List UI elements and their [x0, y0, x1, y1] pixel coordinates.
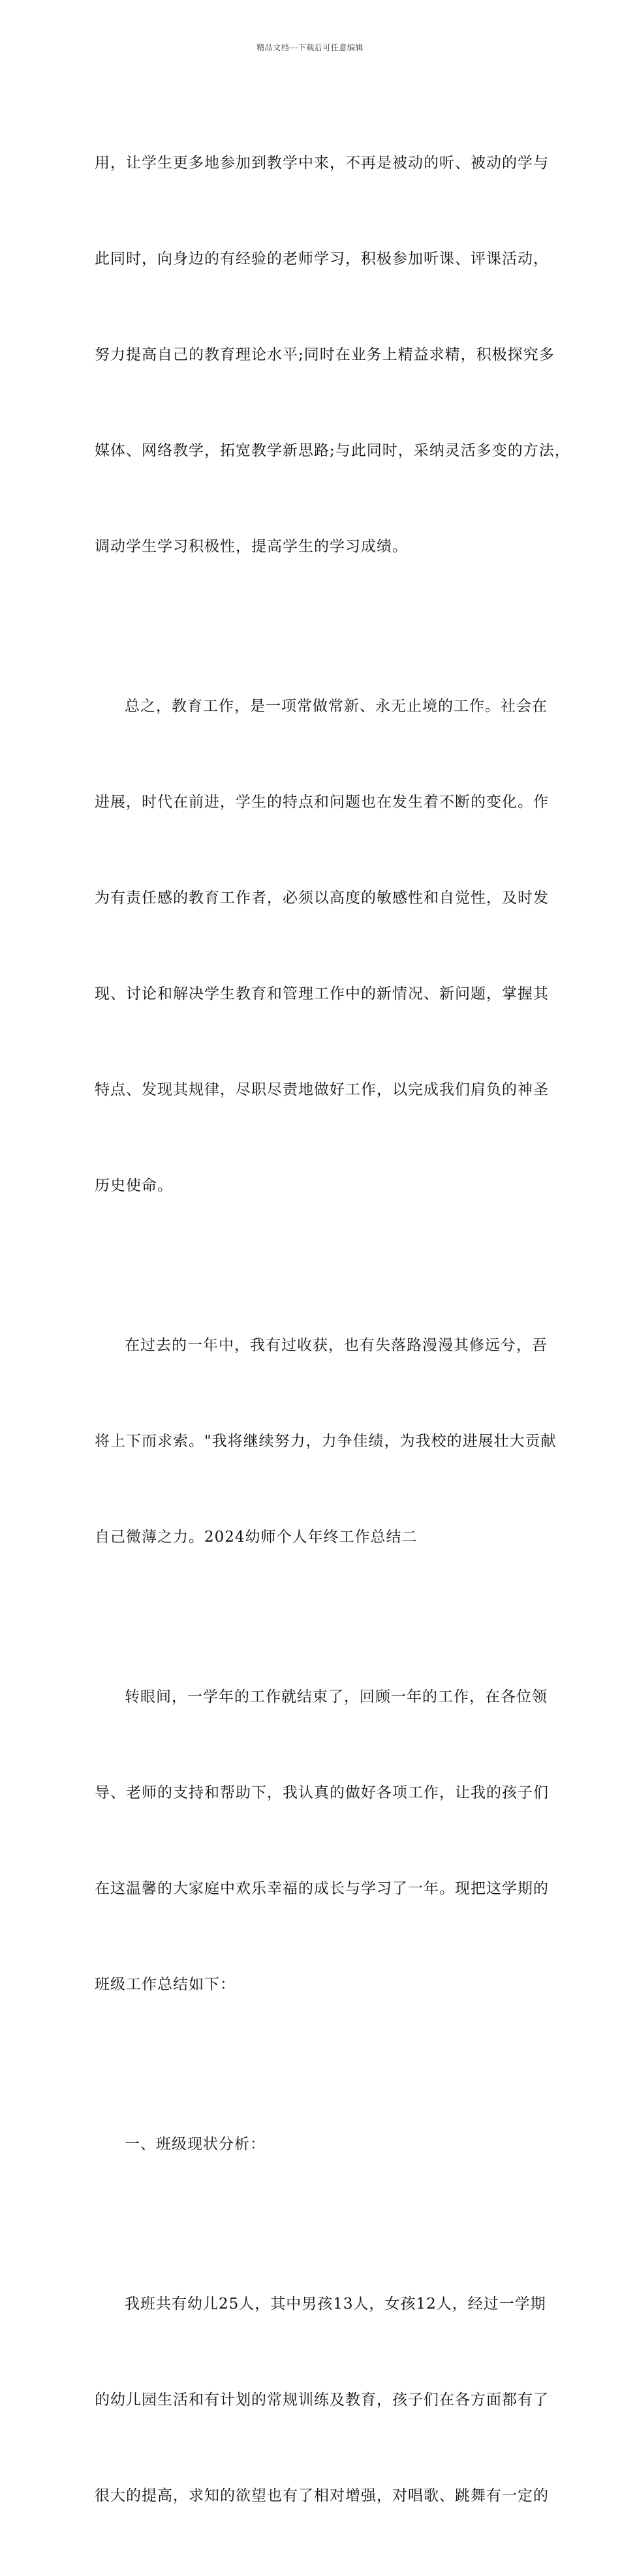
- text-line: 自己微薄之力。2024幼师个人年终工作总结二: [95, 1529, 418, 1546]
- text-line: 总之，教育工作，是一项常做常新、永无止境的工作。社会在: [125, 698, 548, 715]
- text-line: 班级工作总结如下：: [95, 1976, 236, 1993]
- document-body: [95, 83, 570, 2576]
- text-line: 努力提高自己的教育理论水平;同时在业务上精益求精，积极探究多: [95, 346, 555, 363]
- text-line: 媒体、网络教学，拓宽教学新思路;与此同时，采纳灵活多变的方法，: [95, 442, 570, 459]
- text-line: 将上下而求索。"我将继续努力，力争佳绩，为我校的进展壮大贡献: [95, 1433, 557, 1450]
- text-line: 很大的提高，求知的欲望也有了相对增强，对唱歌、跳舞有一定的: [95, 2487, 549, 2504]
- paragraph: [95, 83, 570, 627]
- text-line: 的幼儿园生活和有计划的常规训练及教育，孩子们在各方面都有了: [95, 2391, 549, 2408]
- text-line: 在这温馨的大家庭中欢乐幸福的成长与学习了一年。现把这学期的: [95, 1880, 549, 1897]
- text-line: 此同时，向身边的有经验的老师学习，积极参加听课、评课活动，: [95, 250, 549, 267]
- text-line: 一、班级现状分析：: [125, 2136, 266, 2153]
- page-header: 精品文档---下载后可任意编辑: [256, 43, 364, 52]
- text-line: 用，让学生更多地参加到教学中来，不再是被动的听、被动的学与: [95, 155, 549, 172]
- paragraph: [95, 627, 549, 1266]
- paragraph: [95, 2224, 549, 2576]
- text-line: 为有责任感的教育工作者，必须以高度的敏感性和自觉性，及时发: [95, 890, 549, 906]
- text-line: 现、讨论和解决学生教育和管理工作中的新情况、新问题，掌握其: [95, 985, 549, 1002]
- section-heading: [95, 2065, 538, 2224]
- text-line: 特点、发现其规律，尽职尽责地做好工作，以完成我们肩负的神圣: [95, 1081, 549, 1098]
- text-line: 历史使命。: [95, 1177, 173, 1194]
- text-line: 在过去的一年中，我有过收获，也有失落路漫漫其修远兮，吾: [125, 1337, 548, 1354]
- paragraph: [95, 1617, 549, 2065]
- paragraph: [95, 1266, 557, 1617]
- text-line: 调动学生学习积极性，提高学生的学习成绩。: [95, 538, 408, 555]
- text-line: 转眼间，一学年的工作就结束了，回顾一年的工作，在各位领: [125, 1688, 548, 1705]
- text-line: 我班共有幼儿25人，其中男孩13人，女孩12人，经过一学期: [125, 2296, 546, 2313]
- text-line: 导、老师的支持和帮助下，我认真的做好各项工作，让我的孩子们: [95, 1784, 549, 1801]
- text-line: 进展，时代在前进，学生的特点和问题也在发生着不断的变化。作: [95, 794, 549, 811]
